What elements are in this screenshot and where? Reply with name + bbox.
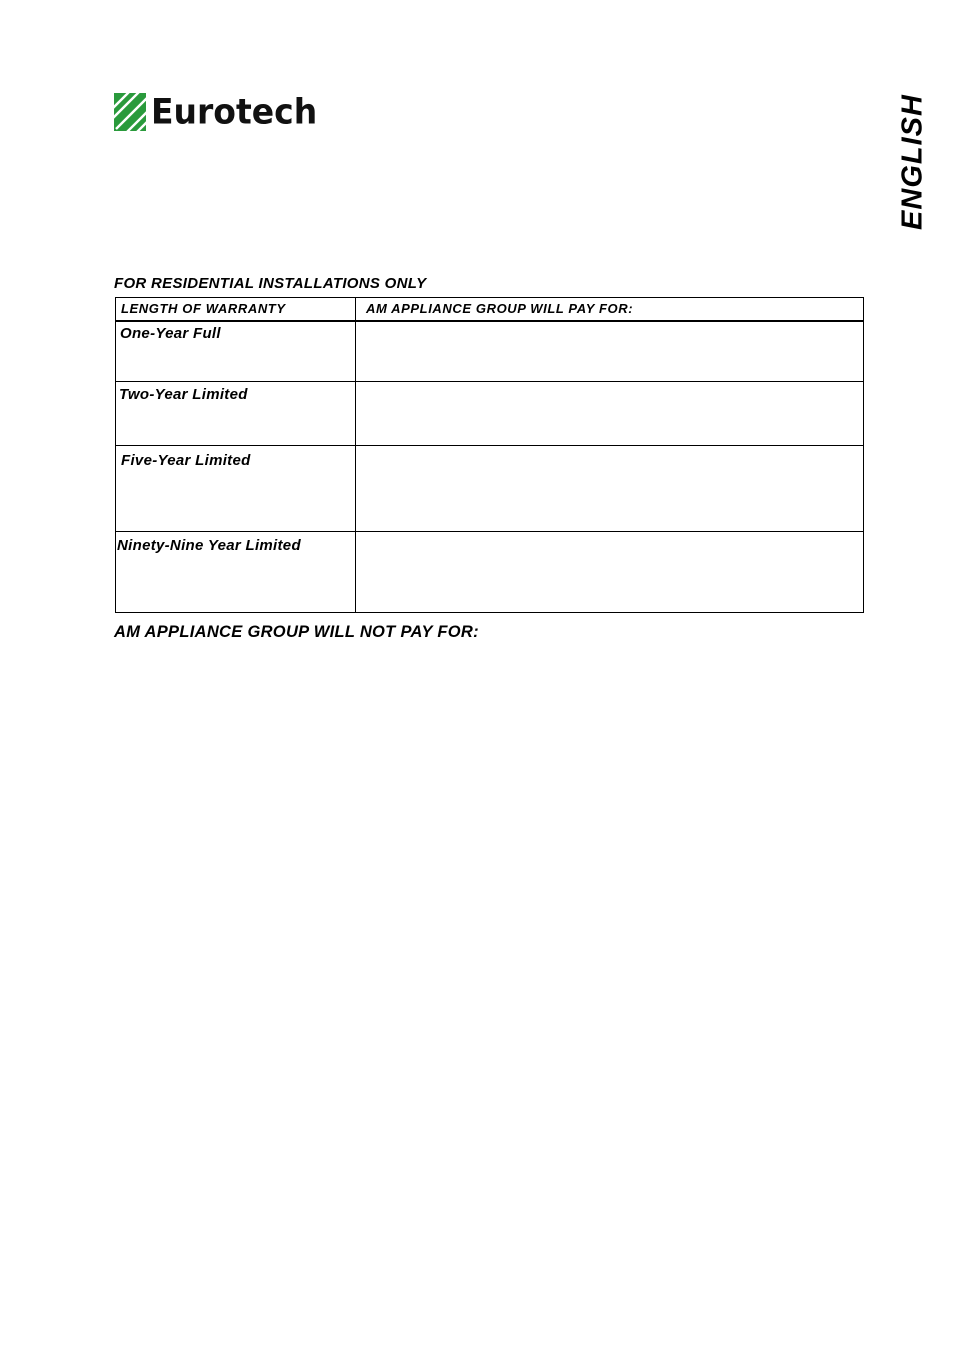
brand-name: Eurotech [151, 91, 318, 132]
table-row [116, 382, 864, 446]
table-header-row [116, 298, 864, 322]
brand-logo [114, 92, 317, 132]
warranty-table [115, 297, 864, 613]
warranty-coverage [356, 321, 864, 382]
warranty-term: Two-Year Limited [116, 382, 356, 446]
warranty-coverage [356, 382, 864, 446]
eurotech-logo-icon [114, 93, 146, 131]
language-side-label: ENGLISH [896, 94, 929, 230]
warranty-term: Five-Year Limited [116, 446, 356, 532]
warranty-coverage [356, 446, 864, 532]
table-row [116, 446, 864, 532]
table-row [116, 321, 864, 382]
header-length-of-warranty: LENGTH OF WARRANTY [116, 298, 356, 322]
section-title: FOR RESIDENTIAL INSTALLATIONS ONLY [114, 275, 427, 292]
not-pay-section-title: AM APPLIANCE GROUP WILL NOT PAY FOR: [114, 623, 479, 641]
warranty-term: Ninety-Nine Year Limited [116, 532, 356, 613]
warranty-term: One-Year Full [116, 321, 356, 382]
warranty-coverage [356, 532, 864, 613]
table-row [116, 532, 864, 613]
header-will-pay-for: AM APPLIANCE GROUP WILL PAY FOR: [356, 298, 864, 322]
